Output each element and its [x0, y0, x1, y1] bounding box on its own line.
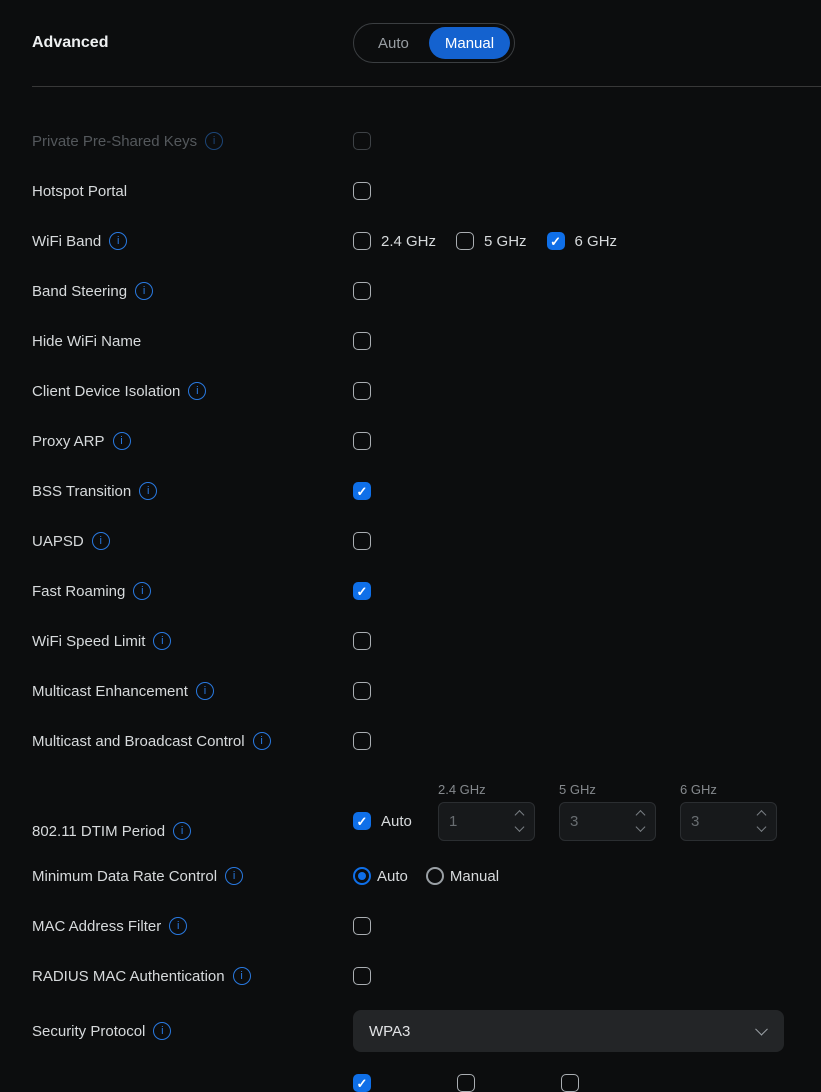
bss-transition-checkbox[interactable] — [353, 482, 371, 500]
info-icon[interactable]: i — [113, 432, 131, 450]
mac-address-filter-checkbox[interactable] — [353, 917, 371, 935]
fast-roaming-checkbox[interactable] — [353, 582, 371, 600]
row-label: Client Device Isolation — [32, 382, 181, 400]
band-steering-checkbox[interactable] — [353, 282, 371, 300]
row-band-steering — [0, 266, 821, 316]
auto-manual-segmented-control[interactable] — [353, 23, 515, 63]
dtim-input-5ghz — [559, 802, 656, 841]
info-icon[interactable]: i — [196, 682, 214, 700]
advanced-section-header — [0, 0, 821, 86]
row-minimum-data-rate-control — [0, 851, 821, 901]
dtim-input-2-4ghz — [438, 802, 535, 841]
stepper-up-icon[interactable] — [757, 810, 767, 820]
radio-auto-label: Auto — [377, 867, 408, 885]
wifi-band-6ghz-label: 6 GHz — [574, 232, 618, 250]
wifi-band-6ghz-checkbox[interactable] — [547, 232, 565, 250]
segmented-option-auto[interactable]: Auto — [378, 34, 409, 52]
row-fast-roaming — [0, 566, 821, 616]
hide-wifi-name-checkbox[interactable] — [353, 332, 371, 350]
row-label: Band Steering — [32, 282, 128, 300]
row-label: RADIUS MAC Authentication — [32, 967, 225, 985]
min-data-rate-radio-group — [353, 867, 517, 885]
wifi-band-5ghz-label: 5 GHz — [484, 232, 527, 250]
row-private-pre-shared-keys — [0, 116, 821, 166]
security-protocol-value: WPA3 — [369, 1022, 411, 1040]
row-proxy-arp — [0, 416, 821, 466]
min-data-rate-manual-option[interactable] — [426, 867, 499, 885]
row-hide-wifi-name — [0, 316, 821, 366]
info-icon[interactable]: i — [133, 582, 151, 600]
wifi-band-checkbox-group — [353, 232, 637, 250]
dtim-value-2-4ghz[interactable] — [439, 803, 509, 840]
row-bss-transition — [0, 466, 821, 516]
private-pre-shared-keys-checkbox[interactable] — [353, 132, 371, 150]
dtim-value-6ghz[interactable] — [681, 803, 751, 840]
row-label: Fast Roaming — [32, 582, 126, 600]
row-label: Proxy ARP — [32, 432, 105, 450]
stepper-icon — [758, 809, 765, 834]
stepper-up-icon[interactable] — [636, 810, 646, 820]
info-icon[interactable]: i — [153, 1022, 171, 1040]
stepper-down-icon[interactable] — [757, 822, 767, 832]
info-icon[interactable]: i — [173, 822, 191, 840]
info-icon[interactable]: i — [253, 732, 271, 750]
row-wifi-band — [0, 216, 821, 266]
dtim-value-5ghz[interactable] — [560, 803, 630, 840]
row-label: BSS Transition — [32, 482, 132, 500]
row-client-device-isolation — [0, 366, 821, 416]
dtim-auto-label: Auto — [381, 812, 412, 830]
min-data-rate-auto-option[interactable] — [353, 867, 408, 885]
stepper-down-icon[interactable] — [515, 822, 525, 832]
section-title: Advanced — [32, 34, 109, 51]
row-label: Security Protocol — [32, 1022, 146, 1040]
wifi-speed-limit-checkbox[interactable] — [353, 632, 371, 650]
dtim-band-label-2-4ghz: 2.4 GHz — [438, 782, 486, 797]
row-wifi-speed-limit — [0, 616, 821, 666]
wifi-band-5ghz-checkbox[interactable] — [456, 232, 474, 250]
chevron-down-icon — [755, 1023, 768, 1036]
dtim-auto-checkbox[interactable] — [353, 812, 371, 830]
row-dtim-period — [0, 766, 821, 851]
wifi-band-2-4ghz-checkbox[interactable] — [353, 232, 371, 250]
row-label: Hide WiFi Name — [32, 332, 142, 350]
row-security-protocol — [0, 1001, 821, 1061]
row-label: UAPSD — [32, 532, 84, 550]
stepper-icon — [516, 809, 523, 834]
dtim-input-6ghz — [680, 802, 777, 841]
row-multicast-enhancement — [0, 666, 821, 716]
segmented-option-manual[interactable]: Manual — [429, 27, 510, 59]
info-icon[interactable]: i — [135, 282, 153, 300]
info-icon[interactable]: i — [205, 132, 223, 150]
hotspot-portal-checkbox[interactable] — [353, 182, 371, 200]
stepper-up-icon[interactable] — [515, 810, 525, 820]
radio-manual-label: Manual — [449, 867, 500, 885]
row-multicast-broadcast-control — [0, 716, 821, 766]
info-icon[interactable]: i — [169, 917, 187, 935]
stepper-down-icon[interactable] — [636, 822, 646, 832]
row-label: WiFi Speed Limit — [32, 632, 146, 650]
radio-manual[interactable] — [426, 867, 444, 885]
proxy-arp-checkbox[interactable] — [353, 432, 371, 450]
row-radius-mac-authentication — [0, 951, 821, 1001]
row-hotspot-portal — [0, 166, 821, 216]
info-icon[interactable]: i — [109, 232, 127, 250]
row-label: Private Pre-Shared Keys — [32, 132, 198, 150]
wifi-band-2-4ghz-label: 2.4 GHz — [381, 232, 437, 250]
row-uapsd — [0, 516, 821, 566]
info-icon[interactable]: i — [225, 867, 243, 885]
radio-auto[interactable] — [353, 867, 371, 885]
row-label: Multicast Enhancement — [32, 682, 188, 700]
info-icon[interactable]: i — [92, 532, 110, 550]
row-label: Hotspot Portal — [32, 182, 128, 200]
dtim-band-label-6ghz: 6 GHz — [680, 782, 717, 797]
info-icon[interactable]: i — [233, 967, 251, 985]
info-icon[interactable]: i — [153, 632, 171, 650]
row-mac-address-filter — [0, 901, 821, 951]
uapsd-checkbox[interactable] — [353, 532, 371, 550]
info-icon[interactable]: i — [139, 482, 157, 500]
stepper-icon — [637, 809, 644, 834]
row-label: WiFi Band — [32, 232, 102, 250]
row-label: 802.11 DTIM Period — [32, 822, 166, 840]
row-label: MAC Address Filter — [32, 917, 162, 935]
radius-mac-authentication-checkbox[interactable] — [353, 967, 371, 985]
row-label: Multicast and Broadcast Control — [32, 732, 245, 750]
security-protocol-dropdown[interactable] — [353, 1010, 784, 1052]
row-label: Minimum Data Rate Control — [32, 867, 218, 885]
client-device-isolation-checkbox[interactable] — [353, 382, 371, 400]
multicast-broadcast-control-checkbox[interactable] — [353, 732, 371, 750]
multicast-enhancement-checkbox[interactable] — [353, 682, 371, 700]
info-icon[interactable]: i — [188, 382, 206, 400]
dtim-band-label-5ghz: 5 GHz — [559, 782, 596, 797]
